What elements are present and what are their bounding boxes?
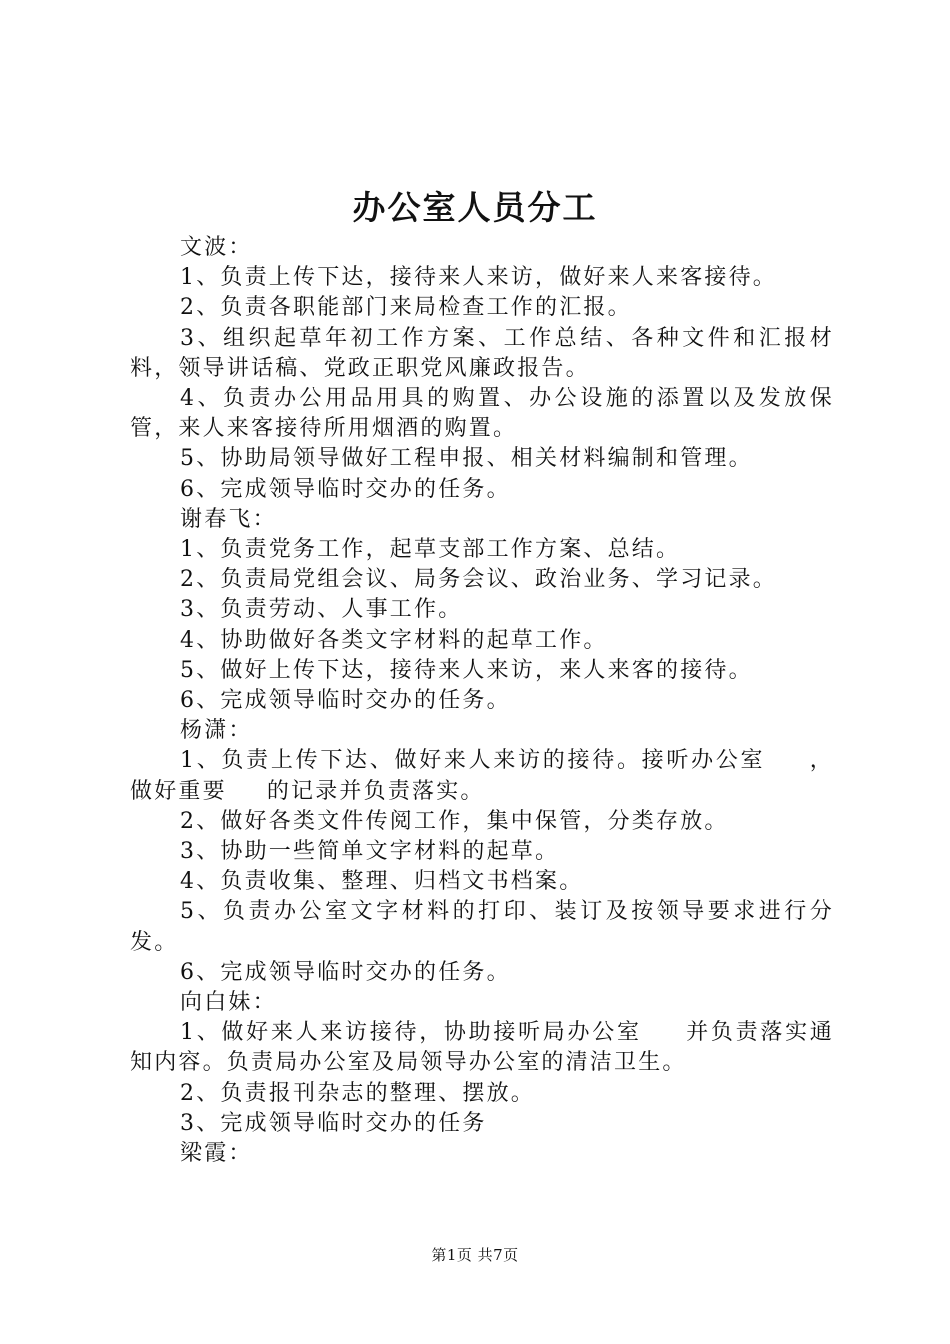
- duty-item: 6、完成领导临时交办的任务。: [180, 959, 511, 985]
- duty-item: 4、协助做好各类文字材料的起草工作。: [180, 627, 608, 653]
- duty-item: [130, 1018, 834, 1078]
- document-body: [130, 233, 834, 1169]
- person-name-xiangbaimei: 向白妹：: [180, 990, 277, 1016]
- duty-item: 3、组织起草年初工作方案、工作总结、各种文件和汇报材料，领导讲话稿、党政正职党风廉政报告。: [130, 325, 834, 381]
- duty-item: 2、负责报刊杂志的整理、摆放。: [180, 1080, 535, 1106]
- duty-item: 2、做好各类文件传阅工作，集中保管，分类存放。: [180, 808, 729, 834]
- duty-item: 4、负责收集、整理、归档文书档案。: [180, 869, 584, 895]
- duty-item: 3、负责劳动、人事工作。: [180, 597, 463, 623]
- duty-text: 并负责落实通知内容。负责局办公室及局领导办公室的清洁卫生。: [130, 1020, 834, 1076]
- page-title: 办公室人员分工: [352, 188, 598, 227]
- duty-text: ，做好重要: [130, 748, 834, 804]
- duty-item: 1、负责上传下达，接待来人来访，做好来人来客接待。: [180, 265, 777, 291]
- duty-item: 2、负责各职能部门来局检查工作的汇报。: [180, 295, 632, 321]
- duty-item: 2、负责局党组会议、局务会议、政治业务、学习记录。: [180, 567, 777, 593]
- duty-text: 的记录并负责落实。: [266, 778, 485, 804]
- duty-item: 3、完成领导临时交办的任务: [180, 1110, 487, 1136]
- duty-item: [130, 746, 834, 806]
- person-name-yangxiao: 杨潇：: [180, 718, 253, 744]
- person-name-xiechunfei: 谢春飞：: [180, 506, 277, 532]
- person-name-liangxia: 梁霞：: [180, 1141, 253, 1167]
- duty-item: 6、完成领导临时交办的任务。: [180, 476, 511, 502]
- duty-text: 1、负责上传下达、做好来人来访的接待。接听办公室: [180, 748, 766, 774]
- page-footer: 第1页 共7页: [431, 1246, 519, 1264]
- duty-item: 5、协助局领导做好工程申报、相关材料编制和管理。: [180, 446, 753, 472]
- duty-item: 4、负责办公用品用具的购置、办公设施的添置以及发放保管，来人来客接待所用烟酒的购置。: [130, 386, 834, 442]
- person-name-wenbo: 文波：: [180, 235, 253, 260]
- duty-item: 3、协助一些简单文字材料的起草。: [180, 839, 560, 865]
- duty-item: 1、负责党务工作，起草支部工作方案、总结。: [180, 537, 681, 563]
- duty-item: 6、完成领导临时交办的任务。: [180, 688, 511, 714]
- duty-item: 5、负责办公室文字材料的打印、装订及按领导要求进行分发。: [130, 899, 834, 955]
- duty-text: 1、做好来人来访接待，协助接听局办公室: [180, 1020, 642, 1046]
- duty-item: 5、做好上传下达，接待来人来访，来人来客的接待。: [180, 657, 753, 683]
